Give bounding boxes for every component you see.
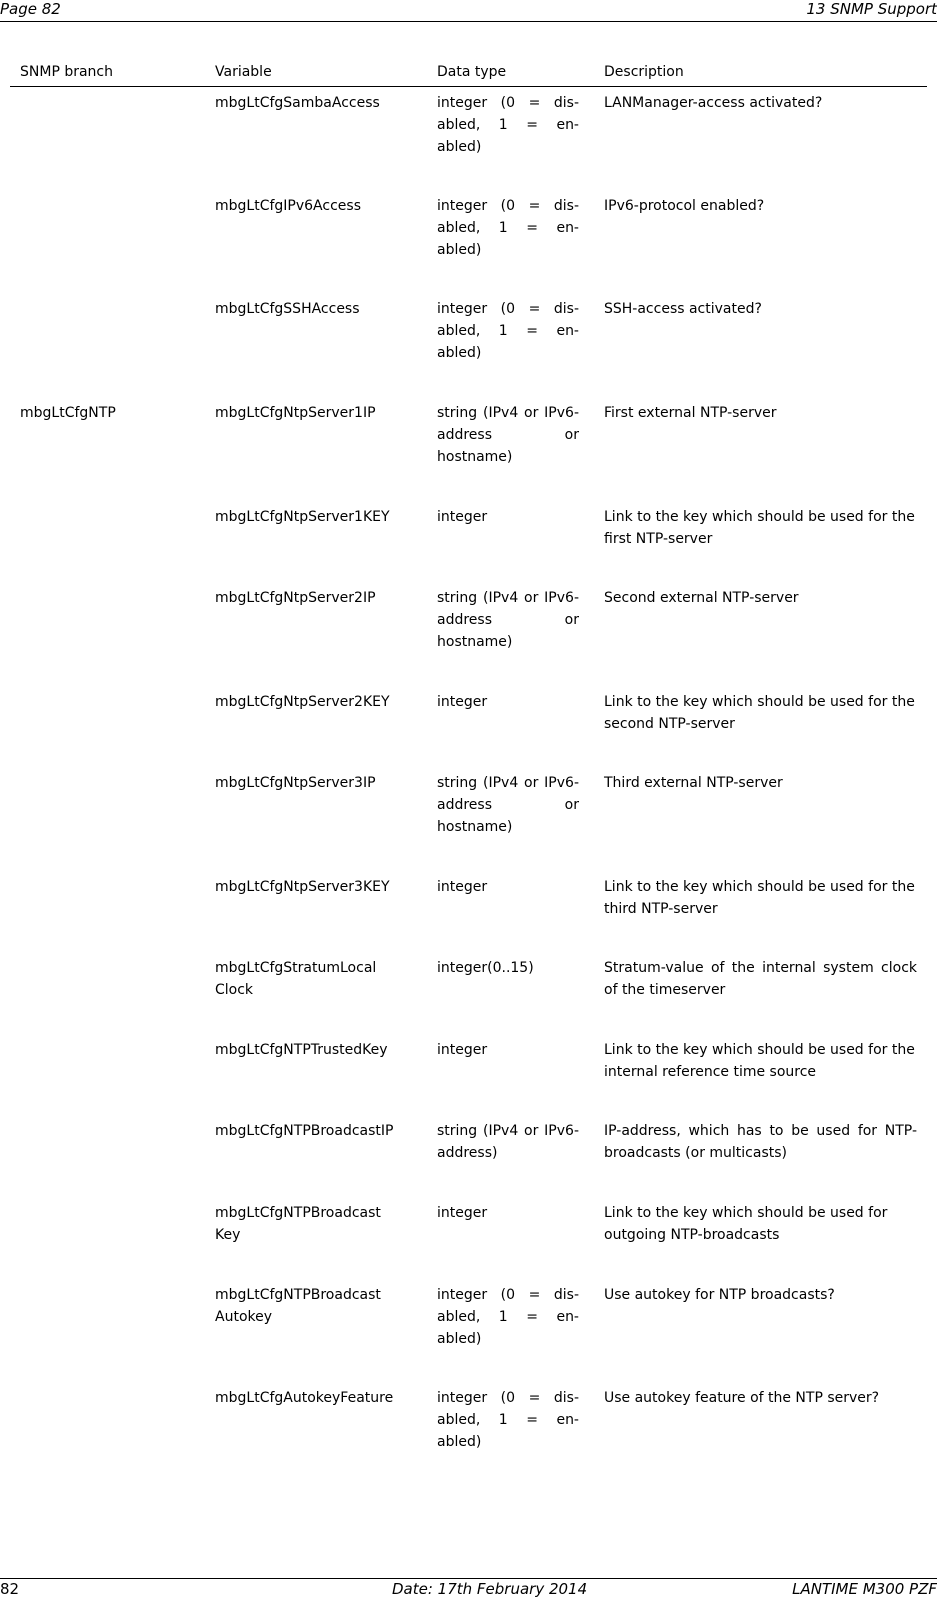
cell-data-type: integer <box>437 1042 488 1058</box>
cell-variable: mbgLtCfgNtpServer3KEY <box>215 879 390 895</box>
cell-description: Second external NTP-server <box>604 590 799 606</box>
cell-data-type: string (IPv4 or IPv6-address) <box>437 1123 579 1161</box>
cell-data-type: integer(0..15) <box>437 960 534 976</box>
cell-variable: mbgLtCfgNtpServer2KEY <box>215 694 390 710</box>
page-footer <box>0 1580 937 1600</box>
cell-data-type: integer (0 = dis- abled, 1 = en- abled) <box>437 1287 579 1347</box>
cell-description: LANManager-access activated? <box>604 95 823 111</box>
cell-variable: mbgLtCfgNtpServer1KEY <box>215 509 390 525</box>
cell-description: IPv6-protocol enabled? <box>604 198 765 214</box>
cell-data-type: integer <box>437 509 488 525</box>
table-header-row <box>0 64 937 86</box>
cell-description: Use autokey for NTP broadcasts? <box>604 1287 835 1303</box>
header-rule <box>0 21 937 22</box>
document-date: Date: 17th February 2014 <box>392 1580 588 1598</box>
footer-rule <box>0 1578 937 1579</box>
cell-description: Link to the key which should be used for the second NTP-server <box>604 694 915 732</box>
cell-variable: mbgLtCfgAutokeyFeature <box>215 1390 394 1406</box>
cell-description: SSH-access activated? <box>604 301 762 317</box>
page-number-footer: 82 <box>0 1580 20 1598</box>
table-header-rule <box>10 86 927 87</box>
cell-variable: mbgLtCfgNtpServer2IP <box>215 590 376 606</box>
cell-data-type: integer (0 = dis- abled, 1 = en- abled) <box>437 95 579 155</box>
cell-variable: mbgLtCfgSSHAccess <box>215 301 360 317</box>
column-header-description: Description <box>604 64 684 80</box>
cell-data-type: integer <box>437 1205 488 1221</box>
cell-variable: mbgLtCfgNTPBroadcastIP <box>215 1123 394 1139</box>
cell-description: Link to the key which should be used for the first NTP-server <box>604 509 915 547</box>
cell-variable: mbgLtCfgStratumLocal Clock <box>215 960 377 998</box>
cell-description: First external NTP-server <box>604 405 777 421</box>
cell-description: Stratum-value of the internal system clock of the timeserver <box>604 960 917 998</box>
cell-data-type: integer <box>437 879 488 895</box>
product-name: LANTIME M300 PZF <box>792 1580 937 1598</box>
cell-data-type: integer (0 = dis- abled, 1 = en- abled) <box>437 301 579 361</box>
cell-variable: mbgLtCfgNTPBroadcast Key <box>215 1205 381 1243</box>
cell-description: Link to the key which should be used for the third NTP-server <box>604 879 915 917</box>
page-header <box>0 0 937 22</box>
cell-description: Link to the key which should be used for the internal reference time source <box>604 1042 915 1080</box>
cell-data-type: integer <box>437 694 488 710</box>
cell-variable: mbgLtCfgNtpServer1IP <box>215 405 376 421</box>
cell-variable: mbgLtCfgSambaAccess <box>215 95 380 111</box>
cell-variable: mbgLtCfgIPv6Access <box>215 198 361 214</box>
cell-branch: mbgLtCfgNTP <box>20 405 116 421</box>
cell-data-type: string (IPv4 or IPv6-address or hostname) <box>437 775 579 835</box>
page-number-header: Page 82 <box>0 0 61 18</box>
cell-variable: mbgLtCfgNtpServer3IP <box>215 775 376 791</box>
cell-data-type: integer (0 = dis- abled, 1 = en- abled) <box>437 198 579 258</box>
chapter-title: 13 SNMP Support <box>806 0 937 18</box>
cell-description: Link to the key which should be used for outgoing NTP-broadcasts <box>604 1205 888 1243</box>
column-header-variable: Variable <box>215 64 272 80</box>
cell-variable: mbgLtCfgNTPBroadcast Autokey <box>215 1287 381 1325</box>
cell-description: Third external NTP-server <box>604 775 783 791</box>
cell-data-type: integer (0 = dis- abled, 1 = en- abled) <box>437 1390 579 1450</box>
cell-data-type: string (IPv4 or IPv6-address or hostname) <box>437 405 579 465</box>
column-header-data-type: Data type <box>437 64 507 80</box>
cell-description: Use autokey feature of the NTP server? <box>604 1390 880 1406</box>
cell-description: IP-address, which has to be used for NTP-broadcasts (or multicasts) <box>604 1123 917 1161</box>
column-header-snmp-branch: SNMP branch <box>20 64 113 80</box>
cell-data-type: string (IPv4 or IPv6-address or hostname) <box>437 590 579 650</box>
cell-variable: mbgLtCfgNTPTrustedKey <box>215 1042 388 1058</box>
